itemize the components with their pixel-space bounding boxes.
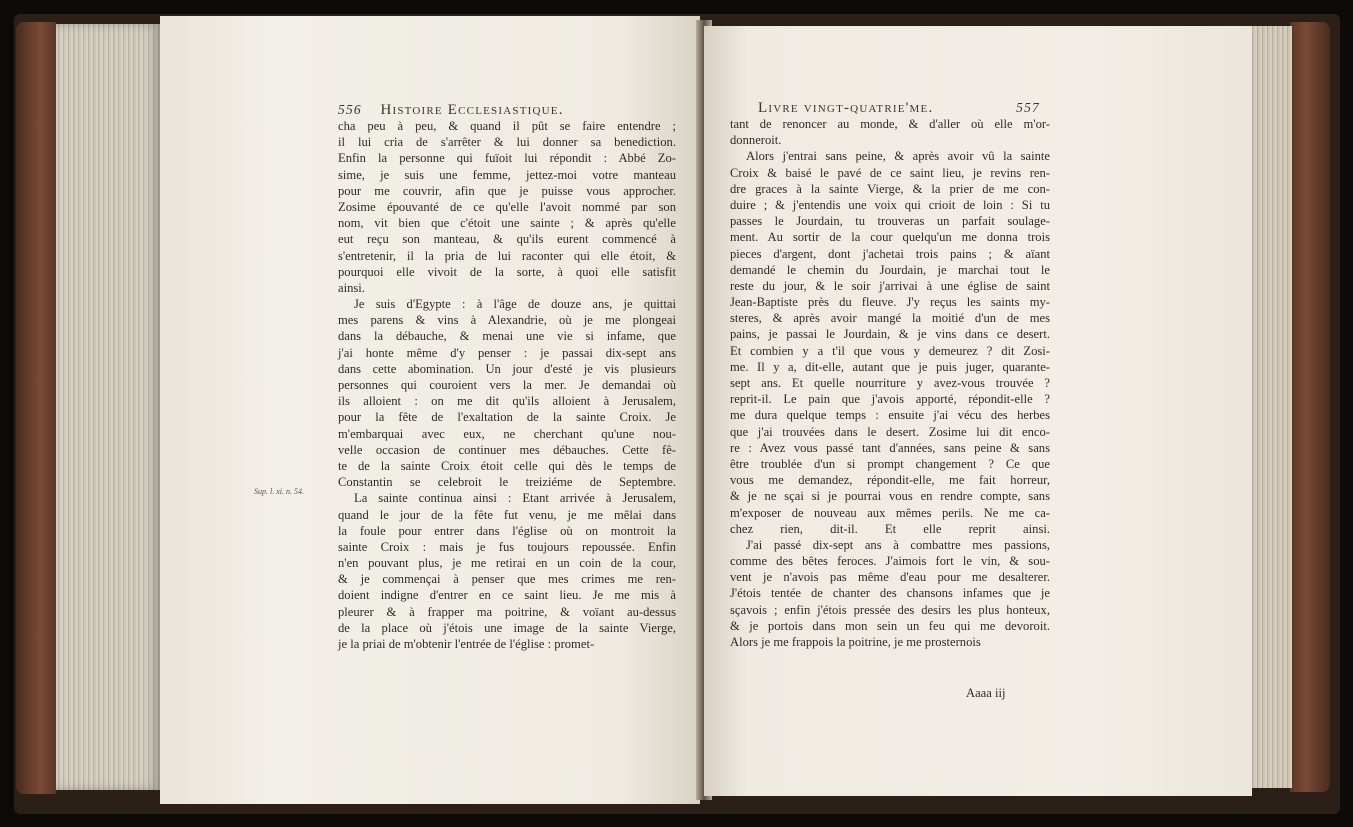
text-line: n'en pouvant plus, je me retirai en un coin de la cour, (338, 556, 676, 571)
text-line: Enfin la personne qui fuïoit lui répondit : Abbé Zo- (338, 151, 676, 166)
text-line: la foule pour entrer dans l'église où on montroit la (338, 523, 676, 538)
right-cover (1290, 22, 1330, 792)
text-line: La sainte continua ainsi : Etant arrivée à Jerusalem, (354, 491, 676, 506)
text-line: pour me couvrir, afin que je puisse vous approcher. (338, 183, 676, 198)
text-line: duire ; & j'entendis une voix qui crioit de loin : Si tu (730, 197, 1050, 212)
text-line: pleurer & à frapper ma poitrine, & voïant au-dessus (338, 604, 676, 619)
text-line: je la priai de m'obtenir l'entrée de l'église : promet- (338, 637, 595, 651)
text-line: s'entretenir, il la pria de lui raconter qui elle étoit, & (338, 248, 676, 263)
text-line: dans cette abomination. Un jour d'esté je vis plusieurs (338, 361, 676, 376)
text-line: J'étois tentée de chanter des chansons infames que je (730, 586, 1050, 601)
text-line: Croix & baisé le pavé de ce saint lieu, je revins ren- (730, 165, 1050, 180)
text-line: sçavois ; enfin j'étois pressée des desirs les plus honteux, (730, 602, 1050, 617)
text-line: chez rien, dit-il. Et elle reprit ainsi. (730, 521, 1050, 536)
text-line: ment. Au sortir de la cour quelqu'un me donna trois (730, 230, 1050, 245)
text-line: reprit-il. Le pain que j'avois apporté, répondit-elle ? (730, 392, 1050, 407)
margin-note: Sup. l. xi. n. 54. (254, 487, 304, 496)
text-line: Zosime épouvanté de ce qu'elle l'avoit nommé par son (338, 199, 676, 214)
text-line: que j'ai trouvées dans le desert. Zosime lui dit enco- (730, 424, 1050, 439)
text-line: & je ne sçai si je pourrai vous en rendre compte, sans (730, 489, 1050, 504)
left-page (160, 16, 700, 804)
right-running-title: Livre vingt-quatrie'me. (758, 100, 934, 116)
text-line: ainsi. (338, 280, 365, 295)
text-line: me dura quelque temps : ensuite j'ai vécu des herbes (730, 408, 1050, 423)
left-running-title: Histoire Ecclesiastique. (380, 102, 564, 118)
text-line: dans la débauche, & menai une vie si infame, que (338, 329, 676, 344)
text-line: Alors je me frappois la poitrine, je me prosternois (730, 635, 981, 649)
left-page-edges (56, 24, 160, 790)
text-line: re : Avez vous passé tant d'années, sans peine & sans (730, 440, 1050, 455)
right-page (704, 26, 1252, 796)
text-line: sept ans. Et quelle nourriture y avez-vous trouvée ? (730, 376, 1050, 390)
right-running-head (758, 100, 1040, 117)
text-line: vous me demandez, répondit-elle, me fait horreur, (730, 473, 1050, 488)
text-line: steres, & après avoir mangé la moitié d'un de mes (730, 311, 1050, 326)
signature-mark: Aaaa iij (966, 686, 1006, 700)
text-line: m'embarquai avec eux, ne cherchant qu'une nou- (338, 426, 676, 441)
left-text-block (338, 118, 676, 652)
text-line: me. Il y a, dit-elle, autant que je puis juger, quarante- (730, 359, 1050, 374)
text-line: passes le Jourdain, tu trouveras un parfait soulage- (730, 214, 1050, 229)
text-line: pour la fête de l'exaltation de la sainte Croix. Je (338, 410, 676, 425)
right-text-block (730, 116, 1050, 650)
text-line: reste du jour, & le soir j'arrivai à une église de saint (730, 278, 1050, 293)
right-page-edges (1250, 26, 1292, 788)
text-line: Et combien y a t'il que vous y demeurez ? dit Zosi- (730, 343, 1050, 358)
text-line: personnes qui couroient vers la mer. Je demandai où (338, 378, 676, 392)
text-line: être troublée d'un si prompt changement ? Ce que (730, 456, 1050, 471)
text-line: dre graces à la sainte Vierge, & la prier de me con- (730, 181, 1050, 196)
left-page-number: 556 (338, 102, 362, 117)
text-line: ils alloient : on me dit qu'ils alloient à Jerusalem, (338, 394, 676, 409)
text-line: donneroit. (730, 133, 782, 148)
text-line: quand le jour de la fête fut venu, je me mêlai dans (338, 507, 676, 522)
text-line: velle occasion de continuer mes débauches. Cette fê- (338, 442, 676, 457)
text-line: & je portois dans mon sein un feu qui me devoroit. (730, 618, 1050, 633)
text-line: Alors j'entrai sans peine, & après avoir vû la sainte (746, 149, 1050, 164)
left-running-head (338, 102, 564, 119)
text-line: tant de renoncer au monde, & d'aller où elle m'or- (730, 117, 1050, 131)
text-line: il lui cria de s'arrêter & lui donner sa benediction. (338, 135, 676, 150)
text-line: Constantin se celebroit le treiziéme de Septembre. (338, 475, 676, 490)
text-line: te de la sainte Croix étoit celle qui dès le temps de (338, 458, 676, 473)
text-line: m'exposer de nouveau aux mêmes perils. Ne me ca- (730, 505, 1050, 520)
text-line: j'ai honte même d'y penser : je passai dix-sept ans (338, 345, 676, 360)
text-line: J'ai passé dix-sept ans à combattre mes passions, (746, 537, 1050, 552)
text-line: & je commençai à penser que mes crimes me ren- (338, 572, 676, 587)
text-line: pourquoi elle vivoit de la sorte, à quoi elle satisfit (338, 264, 676, 279)
left-cover (16, 22, 56, 794)
text-line: mes parens & vins à Alexandrie, où je me plongeai (338, 313, 676, 328)
text-line: sime, je suis une femme, jettez-moi votre manteau (338, 167, 676, 182)
text-line: doient indigne d'entrer en ce saint lieu. Je me mis à (338, 588, 676, 603)
text-line: pains, je passai le Jourdain, & je vins dans ce desert. (730, 327, 1050, 342)
text-line: Jean-Baptiste près du fleuve. J'y reçus les saints my- (730, 295, 1050, 310)
text-line: Je suis d'Egypte : à l'âge de douze ans, je quittai (354, 297, 676, 312)
text-line: de la place où j'étois une image de la sainte Vierge, (338, 620, 676, 635)
text-line: cha peu à peu, & quand il pût se faire entendre ; (338, 119, 676, 133)
text-line: vent je n'avois pas même d'eau pour me desalterer. (730, 570, 1050, 585)
text-line: pieces d'argent, dont j'achetai trois pains ; & aïant (730, 246, 1050, 261)
text-line: sainte Croix : mais je fus toujours repoussée. Enfin (338, 539, 676, 554)
text-line: demandé le chemin du Jourdain, je marchai tout le (730, 262, 1050, 277)
text-line: eut reçu son manteau, & qu'ils eurent commencé à (338, 232, 676, 247)
right-page-number: 557 (1016, 100, 1040, 115)
text-line: comme des bêtes feroces. J'aimois fort le vin, & sou- (730, 554, 1050, 569)
text-line: nom, vit bien que c'étoit une sainte ; & après qu'elle (338, 216, 676, 231)
